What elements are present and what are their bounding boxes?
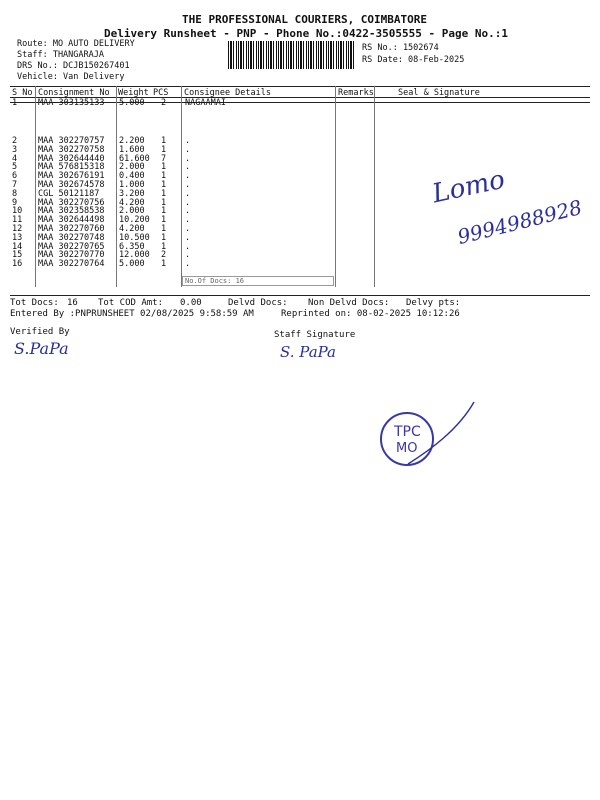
cell-pcs: 1 <box>161 224 167 234</box>
staff-signature-label: Staff Signature <box>274 330 356 340</box>
cell-weight: 61.600 <box>119 153 150 164</box>
cell-pcs: 1 <box>161 215 167 226</box>
cell-pcs: 1 <box>161 171 167 182</box>
cell-consignee: . <box>185 224 191 234</box>
delvd-docs: Delvd Docs: <box>228 298 288 308</box>
stamp-text-bottom: MO <box>396 441 418 456</box>
handwritten-signature: Lomo <box>429 164 508 210</box>
cell-consignee: . <box>185 188 191 199</box>
cell-sno: 15 <box>12 250 23 261</box>
cell-sno: 5 <box>12 162 18 173</box>
route-label: Route: MO AUTO DELIVERY <box>17 39 135 49</box>
barcode <box>228 41 354 69</box>
cell-consignee: NAGAAMAI <box>185 98 226 108</box>
cell-consignment: MAA 302358538 <box>38 206 105 217</box>
cell-consignment: MAA 302270756 <box>38 197 105 208</box>
cell-sno: 3 <box>12 144 18 155</box>
cell-sno: 11 <box>12 215 23 226</box>
cell-consignee: . <box>185 215 191 226</box>
table-row <box>0 259 600 269</box>
table-row <box>0 98 600 108</box>
cell-consignment: MAA 302270765 <box>38 241 105 252</box>
cell-pcs: 1 <box>161 241 167 252</box>
rs-date: RS Date: 08-Feb-2025 <box>362 55 465 65</box>
cell-weight: 2.000 <box>119 206 145 217</box>
cell-weight: 12.000 <box>119 250 150 261</box>
delvy-pts: Delvy pts: <box>406 298 461 308</box>
stamp-pen-stroke <box>400 398 480 468</box>
staff-signature-sign: S. PaPa <box>280 343 337 361</box>
cell-consignment: MAA 576815318 <box>38 162 105 173</box>
tot-cod-value: 0.00 <box>180 298 202 308</box>
cell-sno: 13 <box>12 232 23 243</box>
cell-pcs: 1 <box>161 259 167 270</box>
cell-weight: 4.200 <box>119 224 145 234</box>
cell-weight: 10.500 <box>119 232 150 243</box>
table-bottom-border <box>10 295 590 296</box>
cell-pcs: 1 <box>161 232 167 243</box>
cell-weight: 5.000 <box>119 259 145 270</box>
header-consignment: Consignment No <box>38 88 110 98</box>
cell-weight: 2.000 <box>119 162 145 173</box>
cell-pcs: 1 <box>161 144 167 155</box>
cell-consignment: MAA 302644498 <box>38 215 105 226</box>
cell-pcs: 1 <box>161 188 167 199</box>
cell-consignment: MAA 302270764 <box>38 259 105 270</box>
cell-weight: 6.350 <box>119 241 145 252</box>
cell-consignment: MAA 302270757 <box>38 136 105 146</box>
cell-consignee: . <box>185 180 191 190</box>
staff-label: Staff: THANGARAJA <box>17 50 104 60</box>
cell-pcs: 2 <box>161 98 167 108</box>
cell-weight: 3.200 <box>119 188 145 199</box>
drs-number: DRS No.: DCJB150267401 <box>17 61 130 71</box>
cell-sno: 4 <box>12 153 18 164</box>
reprinted-on: Reprinted on: 08-02-2025 10:12:26 <box>281 309 460 319</box>
cell-weight: 10.200 <box>119 215 150 226</box>
cell-consignment: MAA 302676191 <box>38 171 105 182</box>
header-consignee: Consignee Details <box>184 88 271 98</box>
cell-sno: 14 <box>12 241 23 252</box>
cell-sno: 2 <box>12 136 18 146</box>
cell-pcs: 1 <box>161 180 167 190</box>
cell-pcs: 1 <box>161 162 167 173</box>
vehicle-label: Vehicle: Van Delivery <box>17 72 125 82</box>
cell-weight: 4.200 <box>119 197 145 208</box>
cell-sno: 1 <box>12 98 18 108</box>
cell-pcs: 1 <box>161 136 167 146</box>
cell-sno: 12 <box>12 224 23 234</box>
header-sno: S No <box>12 88 33 98</box>
cell-pcs: 1 <box>161 206 167 217</box>
cell-consignee: . <box>185 171 191 182</box>
runsheet-title: Delivery Runsheet - PNP - Phone No.:0422-3505555 - Page No.:1 <box>104 27 508 40</box>
cell-consignment: MAA 302270770 <box>38 250 105 261</box>
cell-consignment: CGL 50121187 <box>38 188 100 199</box>
header-pcs: PCS <box>153 88 169 98</box>
cell-consignee: . <box>185 197 191 208</box>
cell-weight: 2.200 <box>119 136 145 146</box>
cell-consignment: MAA 302644440 <box>38 153 105 164</box>
cell-sno: 16 <box>12 259 23 270</box>
cell-consignment: MAA 302270748 <box>38 232 105 243</box>
cell-consignment: MAA 303135133 <box>38 98 105 108</box>
cell-sno: 7 <box>12 180 18 190</box>
cell-pcs: 1 <box>161 197 167 208</box>
cell-weight: 1.000 <box>119 180 145 190</box>
cell-weight: 0.400 <box>119 171 145 182</box>
cell-consignee: . <box>185 250 191 261</box>
cell-consignee: . <box>185 136 191 146</box>
non-delvd-docs: Non Delvd Docs: <box>308 298 390 308</box>
cell-consignee: . <box>185 162 191 173</box>
cell-sno: 9 <box>12 197 18 208</box>
cell-weight: 1.600 <box>119 144 145 155</box>
header-seal-signature: Seal & Signature <box>398 88 480 98</box>
cell-consignee: . <box>185 241 191 252</box>
entered-by: Entered By :PNPRUNSHEET 02/08/2025 9:58:59 AM <box>10 309 254 319</box>
cell-consignee: . <box>185 144 191 155</box>
cell-consignee: . <box>185 153 191 164</box>
cell-sno: 6 <box>12 171 18 182</box>
tot-cod-label: Tot COD Amt: <box>98 298 164 308</box>
company-name: THE PROFESSIONAL COURIERS, COIMBATORE <box>182 13 428 26</box>
verified-by-signature: S.PaPa <box>14 339 69 358</box>
cell-pcs: 2 <box>161 250 167 261</box>
tot-docs-label: Tot Docs: <box>10 298 59 308</box>
cell-pcs: 7 <box>161 153 167 164</box>
stamp-text-top: TPC <box>394 424 421 440</box>
verified-by-label: Verified By <box>10 327 70 337</box>
rs-number: RS No.: 1502674 <box>362 43 439 53</box>
tot-docs-value: 16 <box>67 298 78 308</box>
cell-weight: 5.000 <box>119 98 145 108</box>
cell-sno: 10 <box>12 206 23 217</box>
cell-consignment: MAA 302270760 <box>38 224 105 234</box>
cell-consignment: MAA 302270758 <box>38 144 105 155</box>
handwritten-phone: 9994988928 <box>454 194 585 250</box>
cell-consignee: . <box>185 232 191 243</box>
no-of-docs: No.Of Docs: 16 <box>182 276 334 286</box>
cell-consignment: MAA 302674578 <box>38 180 105 190</box>
cell-consignee: . <box>185 206 191 217</box>
cell-consignee: . <box>185 259 191 270</box>
header-weight: Weight <box>118 88 149 98</box>
header-remarks: Remarks <box>338 88 374 98</box>
cell-sno: 8 <box>12 188 18 199</box>
